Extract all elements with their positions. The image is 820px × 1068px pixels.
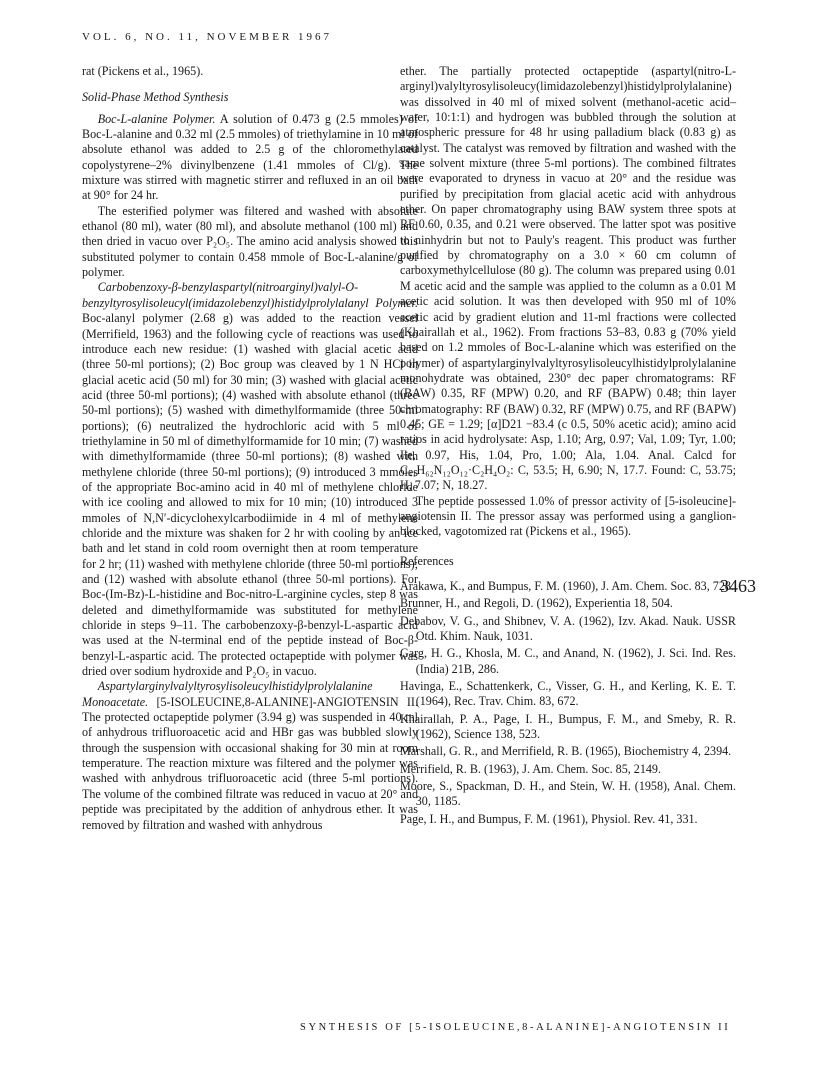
section-heading: Solid-Phase Method Synthesis <box>82 90 229 105</box>
reference-item: Brunner, H., and Regoli, D. (1962), Experientia 18, 504. <box>400 596 673 611</box>
reference-list <box>400 579 736 827</box>
left-column <box>82 64 418 833</box>
reference-item: Arakawa, K., and Bumpus, F. M. (1960), J. Am. Chem. Soc. 83, 728. <box>400 579 734 593</box>
paragraph-pressor: The peptide possessed 1.0% of pressor activity of [5-isoleucine]-angiotensin II. The pressor assay was performed using a ganglion-blocked, vagotomized rat (Pickens et al., 1965). <box>400 493 736 539</box>
paragraph-hydrogenation: ether. The partially protected octapeptide (aspartyl(nitro-L-arginyl)valyltyrosylisoleucy(limidazolebenzyl)histidylprolylalanine) was dissolved in 40 ml of mixed solvent (methanol-acetic acid–water, 10:1:1) and hydrogen was bubbled through the solution at atmospheric pressure for 48 hr using palladium black (0.83 g) as catalyst. The catalyst was removed by filtration and washed with the same solvent mixture (three 5-ml portions). The combined filtrates were evaporated to dryness in vacuo at 20° and the residue was purified by precipitation from glacial acetic acid with anhydrous ether. On paper chromatography using BAW system three spots at RF 0.60, 0.35, and 0.21 were observed. The latter spot was positive to ninhydrin but not to Pauly's reagent. This product was further purified by chromatography on a 3.0 × 60 cm column of carboxymethylcellulose (80 g). The column was prepared using 0.01 M acetic acid and the sample was applied to the column as a 0.01 M acetic acid solution. It was then developed with 950 ml of 10% acetic acid by gradient elution and 11-ml fractions were collected (Khairallah et al., 1962). From fractions 53–83, 0.83 g (70% yield based on 1.2 mmoles of Boc-L-alanine which was esterified on the polymer) of aspartylarginylvalyltyrosylisoleucylhistidylprolylalanine monohydrate was obtained, 230° dec paper chromatograms: RF (BAW) 0.35, RF (MPW) 0.20, and RF (BAPW) 0.48; thin layer chromatography: RF (BAW) 0.32, RF (MPW) 0.75, and RF (BAPW) 0.45; GE = 1.29; [α]D21 −83.4 (c 0.5, 50% acetic acid); amino acid ratios in acid hydrolysate: Asp, 1.10; Arg, 0.97; Val, 1.09; Tyr, 1.00; Ile, 0.97, His, 1.04, Pro, 1.00; Ala, 1.04. Anal. Calcd for C₄₁H₆₂N₁₂O₁₂·C₂H₄O₂: C, 53.5; H, 6.90; N, 17.7. Found: C, 53.75; H, 7.07; N, 18.27. <box>400 64 736 493</box>
reference-item: Havinga, E., Schattenkerk, C., Visser, G. H., and Kerling, K. E. T. (1964), Rec. Trav. Chim. 83, 672. <box>400 679 736 709</box>
running-header: VOL. 6, NO. 11, NOVEMBER 1967 <box>82 31 333 43</box>
running-footer: SYNTHESIS OF [5-ISOLEUCINE,8-ALANINE]-ANGIOTENSIN II <box>300 1022 731 1033</box>
right-column <box>400 64 736 829</box>
page-number: 3463 <box>720 576 756 596</box>
reference-item: Khairallah, P. A., Page, I. H., Bumpus, F. M., and Smeby, R. R. (1962), Science 138, 523. <box>400 711 736 742</box>
reference-item: Merrifield, R. B. (1963), J. Am. Chem. Soc. 85, 2149. <box>400 761 662 776</box>
paragraph-boc-alanine: Boc-L-alanine Polymer. A solution of 0.473 g (2.5 mmoles) of Boc-L-alanine and 0.32 ml (2.5 mmoles) of triethylamine in 10 ml of absolute ethanol was added to 2.5 g of the chloromethylated copolystyrene–2% divinylbenzene (1.41 mmoles of Cl/g). The mixture was stirred with magnetic stirrer and refluxed in an oil bath at 90° for 24 hr. <box>82 111 418 203</box>
subheading-monoacetate: Aspartylarginylvalyltyrosylisoleucylhistidylprolylalanine Monoacetate. <box>82 679 373 709</box>
subheading-boc-alanine: Boc-L-alanine Polymer. <box>97 111 216 126</box>
subheading-carbobenzoxy: Carbobenzoxy-β-benzylaspartyl(nitroarginyl)valyl-O-benzyltyrosylisoleucyl(imidazolebenzyl)histidylprolylalanyl Polymer. <box>82 280 418 310</box>
reference-item: Garg, H. G., Khosla, M. C., and Anand, N. (1962), J. Sci. Ind. Res. (India) 21B, 286. <box>400 646 736 676</box>
paragraph-monoacetate: Aspartylarginylvalyltyrosylisoleucylhistidylprolylalanine Monoacetate. [5-ISOLEUCINE,8-ALANINE]-ANGIOTENSIN II. The protected octapeptide polymer (3.94 g) was suspended in 40 ml of anhydrous trifluoroacetic acid and HBr gas was bubbled slowly through the suspension with occasional shaking for 30 min at room temperature. The reaction mixture was filtered and the polymer was washed with anhydrous trifluoroacetic acid (three 5-ml portions). The volume of the combined filtrate was reduced in vacuo at 20° and peptide was precipitated by the addition of anhydrous ether. It was removed by filtration and washed with anhydrous <box>82 679 418 832</box>
paragraph-continuation: rat (Pickens et al., 1965). <box>82 64 204 78</box>
references-heading: References <box>400 553 454 568</box>
reference-item: Debabov, V. G., and Shibnev, V. A. (1962), Izv. Akad. Nauk. USSR Otd. Khim. Nauk, 1031. <box>400 613 736 644</box>
paragraph-esterified: The esterified polymer was filtered and washed with absolute ethanol (80 ml), water (80 ml), and absolute methanol (100 ml) and then dried in vacuo over P₂O₅. The amino acid analysis showed this substituted polymer to contain 0.458 mmole of Boc-L-alanine/g of polymer. <box>82 203 418 280</box>
reference-item: Moore, S., Spackman, D. H., and Stein, W. H. (1958), Anal. Chem. 30, 1185. <box>400 779 736 809</box>
paragraph-carbobenzoxy: Carbobenzoxy-β-benzylaspartyl(nitroarginyl)valyl-O-benzyltyrosylisoleucyl(imidazolebenzyl)histidylprolylalanyl Polymer. Boc-alanyl polymer (2.68 g) was added to the reaction vessel (Merrifield, 1963) and the following cycle of reactions was used to introduce each new residue: (1) washed with glacial acetic acid (three 50-ml portions); (2) Boc group was cleaved by 1 N HCl in glacial acetic acid (50 ml) for 30 min; (3) washed with glacial acetic acid (three 50-ml portions); (4) washed with absolute ethanol (three 50-ml portions); (5) washed with dimethylformamide (three 50-ml portions); (6) neutralized the hydrochloric acid with 5 ml of triethylamine in 50 ml of dimethylformamide for 10 min; (7) washed with dimethylformamide (three 50-ml portions); (8) washed with methylene chloride (three 50-ml portions); (9) introduced 3 mmoles of the appropriate Boc-amino acid in 40 ml of methylene chloride with ice cooling and allowed to mix for 10 min; (10) introduced 3 mmoles of N,N′-dicyclohexylcarbodiimide in 4 ml of methylene chloride and the mixture was shaken for 2 hr with cooling by an ice bath and let stand in cold room overnight then at room temperature for 2 hr; (11) washed with methylene chloride (three 50-ml portions); and (12) washed with absolute ethanol (three 50-ml portions). For Boc-(Im-Bz)-L-histidine and Boc-nitro-L-arginine cycles, step 8 was deleted and dimethylformamide was substituted for methylene chloride in steps 9–11. The carbobenzoxy-β-benzyl-L-aspartic acid was used at the N-terminal end of the peptide instead of Boc-β-benzyl-L-aspartic acid. The protected octapeptide with polymer was dried over sodium hydroxide and P₂O₅ in vacuo. <box>82 280 418 679</box>
reference-item: Marshall, G. R., and Merrifield, R. B. (1965), Biochemistry 4, 2394. <box>400 744 732 759</box>
reference-item: Page, I. H., and Bumpus, F. M. (1961), Physiol. Rev. 41, 331. <box>400 811 698 826</box>
